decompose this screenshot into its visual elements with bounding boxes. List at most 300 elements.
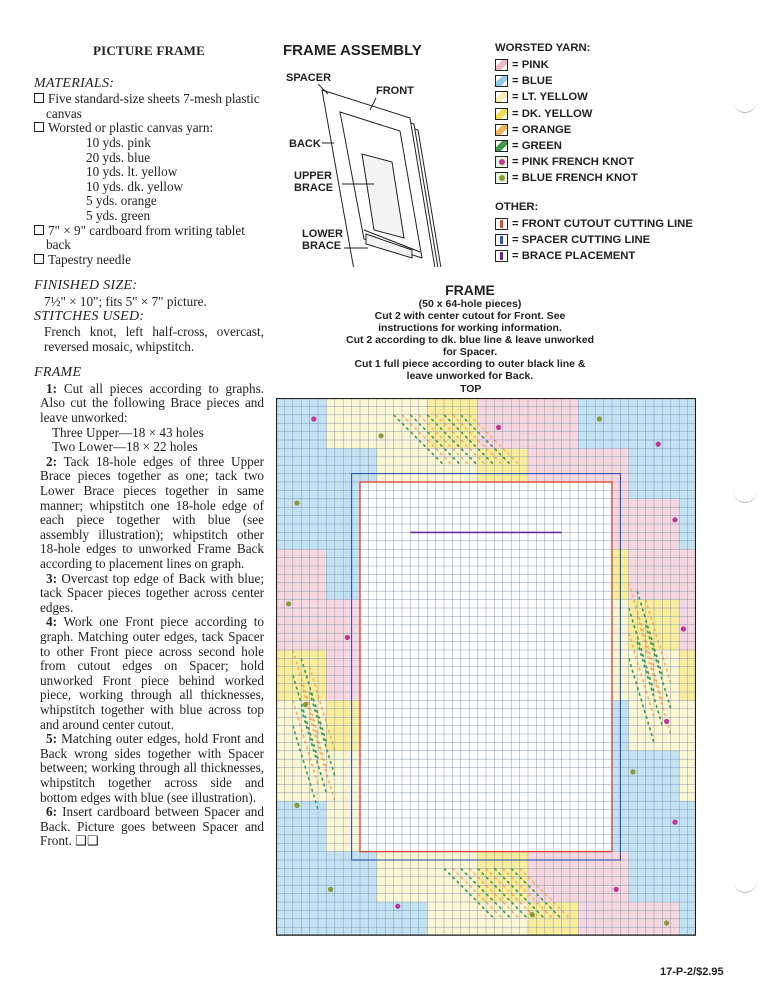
stitch-cell: [318, 616, 326, 624]
stitch-cell: [352, 759, 360, 767]
stitch-cell: [326, 499, 334, 507]
stitch-cell: [629, 541, 637, 549]
stitch-cell: [587, 398, 595, 406]
stitch-cell: [318, 860, 326, 868]
stitch-cell: [368, 432, 376, 440]
stitch-cell: [679, 759, 687, 767]
stitch-cell: [310, 868, 318, 876]
stitch-cell: [318, 902, 326, 910]
stitch-cell: [646, 768, 654, 776]
stitch-cell: [654, 591, 662, 599]
stitch-cell: [654, 457, 662, 465]
stitch-cell: [671, 675, 679, 683]
stitch-cell: [620, 532, 628, 540]
pattern-code: 17-P-2/$2.95: [660, 966, 724, 978]
stitches-heading: STITCHES USED:: [34, 308, 145, 324]
yarn-amount: 10 yds. lt. yellow: [86, 164, 178, 180]
stitch-cell: [646, 801, 654, 809]
stitch-cell: [368, 894, 376, 902]
stitch-cell: [444, 910, 452, 918]
stitch-cell: [595, 877, 603, 885]
stitch-cell: [326, 843, 334, 851]
stitch-cell: [595, 448, 603, 456]
stitch-cell: [654, 524, 662, 532]
stitch-cell: [343, 566, 351, 574]
stitch-cell: [335, 474, 343, 482]
stitch-cell: [612, 625, 620, 633]
stitch-cell: [662, 457, 670, 465]
stitch-cell: [612, 843, 620, 851]
stitch-cell: [646, 902, 654, 910]
stitch-cell: [276, 650, 284, 658]
stitch-cell: [503, 398, 511, 406]
stitch-cell: [352, 600, 360, 608]
stitch-cell: [284, 566, 292, 574]
stitch-cell: [494, 398, 502, 406]
stitch-cell: [654, 625, 662, 633]
stitch-cell: [562, 877, 570, 885]
stitch-cell: [301, 406, 309, 414]
stitch-cell: [536, 474, 544, 482]
stitch-cell: [503, 465, 511, 473]
stitch-cell: [310, 600, 318, 608]
stitch-cell: [578, 902, 586, 910]
stitch-cell: [301, 541, 309, 549]
stitch-cell: [436, 465, 444, 473]
stitch-cell: [318, 516, 326, 524]
stitch-cell: [293, 558, 301, 566]
stitch-cell: [646, 759, 654, 767]
stitch-cell: [570, 398, 578, 406]
stitch-cell: [536, 448, 544, 456]
stitch-cell: [318, 852, 326, 860]
stitch-cell: [377, 440, 385, 448]
stitch-cell: [444, 894, 452, 902]
stitch-cell: [310, 532, 318, 540]
stitch-cell: [310, 616, 318, 624]
stitch-cell: [343, 751, 351, 759]
stitch-cell: [637, 852, 645, 860]
stitch-cell: [326, 835, 334, 843]
stitch-cell: [284, 835, 292, 843]
stitch-cell: [293, 541, 301, 549]
stitch-cell: [410, 852, 418, 860]
stitch-cell: [310, 625, 318, 633]
stitch-cell: [444, 885, 452, 893]
stitch-cell: [604, 852, 612, 860]
stitch-cell: [637, 549, 645, 557]
stitch-cell: [637, 877, 645, 885]
stitch-cell: [318, 650, 326, 658]
stitch-cell: [662, 608, 670, 616]
stitch-cell: [562, 415, 570, 423]
stitch-cell: [276, 499, 284, 507]
stitch-cell: [511, 448, 519, 456]
stitch-cell: [629, 801, 637, 809]
yarn-row: [495, 89, 693, 105]
stitch-cell: [452, 919, 460, 927]
stitch-cell: [293, 532, 301, 540]
stitch-cell: [629, 558, 637, 566]
stitch-cell: [612, 801, 620, 809]
french-knot: [311, 416, 316, 421]
stitch-cell: [595, 902, 603, 910]
stitch-cell: [612, 768, 620, 776]
stitch-cell: [419, 406, 427, 414]
stitch-cell: [620, 507, 628, 515]
stitch-cell: [570, 919, 578, 927]
stitch-cell: [301, 902, 309, 910]
stitch-cell: [284, 524, 292, 532]
stitch-cell: [461, 902, 469, 910]
stitch-cell: [293, 642, 301, 650]
stitch-cell: [646, 591, 654, 599]
stitch-cell: [343, 826, 351, 834]
stitch-cell: [612, 818, 620, 826]
stitch-cell: [410, 474, 418, 482]
stitch-cell: [688, 457, 696, 465]
stitch-cell: [301, 574, 309, 582]
stitch-cell: [335, 524, 343, 532]
stitch-cell: [662, 499, 670, 507]
stitch-cell: [671, 541, 679, 549]
stitch-cell: [662, 566, 670, 574]
instructions-column: [34, 44, 264, 849]
stitch-cell: [410, 448, 418, 456]
stitch-cell: [612, 524, 620, 532]
stitch-cell: [310, 818, 318, 826]
stitch-cell: [612, 406, 620, 414]
stitch-cell: [595, 910, 603, 918]
stitch-cell: [436, 894, 444, 902]
stitch-cell: [662, 835, 670, 843]
stitch-cell: [310, 448, 318, 456]
stitch-cell: [671, 440, 679, 448]
stitch-cell: [284, 843, 292, 851]
pink-knot-swatch-icon: [495, 156, 508, 168]
stitch-cell: [494, 474, 502, 482]
stitch-cell: [562, 398, 570, 406]
stitch-cell: [662, 759, 670, 767]
stitch-cell: [301, 910, 309, 918]
stitch-cell: [654, 717, 662, 725]
stitch-cell: [646, 406, 654, 414]
stitch-cell: [671, 894, 679, 902]
stitch-cell: [318, 793, 326, 801]
stitch-cell: [301, 810, 309, 818]
stitch-cell: [335, 667, 343, 675]
stitch-cell: [570, 894, 578, 902]
stitch-cell: [343, 583, 351, 591]
stitch-cell: [293, 894, 301, 902]
stitch-cell: [301, 608, 309, 616]
stitch-cell: [368, 406, 376, 414]
stitch-cell: [612, 583, 620, 591]
stitch-cell: [284, 860, 292, 868]
stitch-cell: [612, 658, 620, 666]
stitch-cell: [671, 642, 679, 650]
stitch-cell: [662, 793, 670, 801]
stitch-cell: [276, 852, 284, 860]
stitch-cell: [562, 406, 570, 414]
stitch-cell: [612, 541, 620, 549]
stitch-cell: [326, 894, 334, 902]
stitch-cell: [360, 852, 368, 860]
stitch-cell: [276, 700, 284, 708]
stitch-cell: [318, 910, 326, 918]
stitch-cell: [310, 927, 318, 935]
step-1: 1: Cut all pieces according to graphs. Also cut the following Brace pieces and leave unworked:: [40, 380, 265, 426]
stitch-cell: [318, 583, 326, 591]
stitch-cell: [427, 398, 435, 406]
stitch-cell: [671, 633, 679, 641]
stitch-cell: [637, 751, 645, 759]
stitch-cell: [629, 524, 637, 532]
stitch-cell: [679, 801, 687, 809]
stitch-cell: [284, 583, 292, 591]
stitch-cell: [335, 591, 343, 599]
stitch-cell: [545, 885, 553, 893]
stitch-cell: [679, 877, 687, 885]
stitch-cell: [310, 591, 318, 599]
stitch-cell: [335, 516, 343, 524]
stitch-cell: [335, 465, 343, 473]
stitch-cell: [612, 700, 620, 708]
stitch-cell: [469, 398, 477, 406]
stitch-cell: [570, 423, 578, 431]
stitch-cell: [679, 742, 687, 750]
stitch-cell: [620, 860, 628, 868]
stitch-cell: [629, 717, 637, 725]
stitch-cell: [343, 742, 351, 750]
stitch-cell: [528, 457, 536, 465]
stitch-cell: [284, 650, 292, 658]
stitch-cell: [662, 583, 670, 591]
stitch-cell: [629, 894, 637, 902]
stitch-cell: [343, 784, 351, 792]
stitch-cell: [310, 583, 318, 591]
stitch-cell: [360, 474, 368, 482]
stitch-cell: [318, 826, 326, 834]
stitch-cell: [335, 742, 343, 750]
stitch-cell: [587, 465, 595, 473]
stitch-cell: [536, 432, 544, 440]
stitch-cell: [352, 499, 360, 507]
stitch-cell: [671, 759, 679, 767]
french-knot: [286, 601, 291, 606]
stitch-cell: [318, 801, 326, 809]
stitch-cell: [604, 885, 612, 893]
stitch-cell: [654, 499, 662, 507]
stitch-cell: [276, 415, 284, 423]
stitch-cell: [662, 801, 670, 809]
stitch-cell: [654, 835, 662, 843]
back-label: BACK: [289, 138, 321, 150]
spacer-cutline-swatch-icon: [495, 234, 508, 246]
stitch-cell: [503, 919, 511, 927]
stitch-cell: [343, 482, 351, 490]
stitch-cell: [276, 549, 284, 557]
stitch-cell: [452, 465, 460, 473]
stitch-cell: [637, 398, 645, 406]
materials-item: 7" × 9" cardboard from writing tablet back: [34, 224, 264, 253]
stitch-cell: [385, 902, 393, 910]
stitch-cell: [688, 516, 696, 524]
stitch-cell: [284, 667, 292, 675]
stitch-cell: [679, 885, 687, 893]
stitch-cell: [578, 885, 586, 893]
stitch-cell: [654, 608, 662, 616]
stitch-cell: [688, 532, 696, 540]
lt-yellow-swatch-icon: [495, 91, 508, 103]
stitch-cell: [604, 457, 612, 465]
stitch-cell: [377, 465, 385, 473]
stitch-cell: [679, 810, 687, 818]
stitch-cell: [284, 776, 292, 784]
stitch-cell: [276, 616, 284, 624]
stitch-cell: [688, 684, 696, 692]
stitch-cell: [402, 860, 410, 868]
stitch-cell: [293, 633, 301, 641]
stitch-cell: [654, 549, 662, 557]
stitch-cell: [620, 541, 628, 549]
stitch-cell: [469, 406, 477, 414]
stitch-cell: [293, 784, 301, 792]
stitch-cell: [578, 910, 586, 918]
stitch-cell: [310, 801, 318, 809]
stitch-cell: [343, 927, 351, 935]
stitch-cell: [545, 440, 553, 448]
french-knot: [294, 500, 299, 505]
stitch-cell: [688, 415, 696, 423]
stitch-cell: [578, 440, 586, 448]
stitch-cell: [427, 406, 435, 414]
frame-desc-line: Cut 1 full piece according to outer black line &: [354, 358, 586, 370]
stitch-cell: [612, 927, 620, 935]
stitch-cell: [679, 574, 687, 582]
stitch-cell: [503, 927, 511, 935]
stitch-cell: [662, 860, 670, 868]
stitch-cell: [612, 717, 620, 725]
stitch-cell: [528, 448, 536, 456]
stitch-cell: [352, 868, 360, 876]
stitch-cell: [612, 751, 620, 759]
stitch-cell: [528, 398, 536, 406]
stitch-cell: [436, 919, 444, 927]
stitch-cell: [654, 490, 662, 498]
stitch-cell: [671, 910, 679, 918]
finished-size-heading: FINISHED SIZE:: [34, 278, 138, 294]
stitch-cell: [352, 415, 360, 423]
stitch-cell: [528, 406, 536, 414]
stitch-cell: [646, 541, 654, 549]
stitch-cell: [352, 398, 360, 406]
binder-hole: [733, 478, 757, 503]
stitch-cell: [688, 675, 696, 683]
stitch-cell: [360, 398, 368, 406]
stitch-cell: [276, 532, 284, 540]
stitch-cell: [301, 885, 309, 893]
stitch-cell: [368, 877, 376, 885]
stitch-cell: [604, 927, 612, 935]
stitch-cell: [326, 793, 334, 801]
stitch-cell: [352, 423, 360, 431]
stitch-cell: [301, 415, 309, 423]
stitch-cell: [301, 860, 309, 868]
stitch-cell: [293, 675, 301, 683]
stitch-cell: [511, 852, 519, 860]
stitch-cell: [276, 440, 284, 448]
stitch-cell: [654, 574, 662, 582]
frame-stitch-graph: [276, 398, 696, 938]
stitch-cell: [318, 482, 326, 490]
stitch-cell: [612, 776, 620, 784]
stitch-cell: [385, 852, 393, 860]
stitch-cell: [654, 448, 662, 456]
stitch-cell: [612, 415, 620, 423]
stitch-cell: [503, 423, 511, 431]
stitch-cell: [662, 633, 670, 641]
french-knot: [672, 517, 677, 522]
stitch-cell: [620, 440, 628, 448]
stitch-cell: [335, 826, 343, 834]
stitch-cell: [511, 415, 519, 423]
stitch-cell: [536, 919, 544, 927]
stitch-cell: [310, 516, 318, 524]
stitch-cell: [629, 482, 637, 490]
stitch-cell: [671, 457, 679, 465]
stitch-cell: [410, 440, 418, 448]
stitch-cell: [385, 474, 393, 482]
stitch-cell: [654, 465, 662, 473]
stitch-cell: [604, 432, 612, 440]
stitch-cell: [620, 801, 628, 809]
stitch-cell: [335, 768, 343, 776]
stitch-cell: [553, 877, 561, 885]
stitch-cell: [612, 432, 620, 440]
stitch-cell: [402, 440, 410, 448]
stitch-cell: [646, 868, 654, 876]
stitch-cell: [343, 919, 351, 927]
stitch-cell: [671, 751, 679, 759]
stitch-cell: [679, 818, 687, 826]
stitch-cell: [688, 574, 696, 582]
stitch-cell: [679, 709, 687, 717]
stitch-cell: [654, 784, 662, 792]
stitch-cell: [318, 868, 326, 876]
stitch-cell: [301, 776, 309, 784]
stitch-cell: [352, 658, 360, 666]
stitch-cell: [276, 625, 284, 633]
stitch-cell: [620, 675, 628, 683]
stitch-cell: [352, 793, 360, 801]
stitch-cell: [662, 852, 670, 860]
stitch-cell: [587, 852, 595, 860]
stitch-cell: [620, 625, 628, 633]
stitch-cell: [293, 835, 301, 843]
stitch-cell: [293, 759, 301, 767]
stitch-cell: [654, 927, 662, 935]
stitch-cell: [646, 852, 654, 860]
stitch-cell: [662, 902, 670, 910]
stitch-cell: [276, 835, 284, 843]
stitch-cell: [301, 423, 309, 431]
stitch-cell: [419, 877, 427, 885]
stitch-cell: [436, 868, 444, 876]
stitch-cell: [301, 835, 309, 843]
stitch-cell: [377, 457, 385, 465]
stitch-cell: [360, 885, 368, 893]
